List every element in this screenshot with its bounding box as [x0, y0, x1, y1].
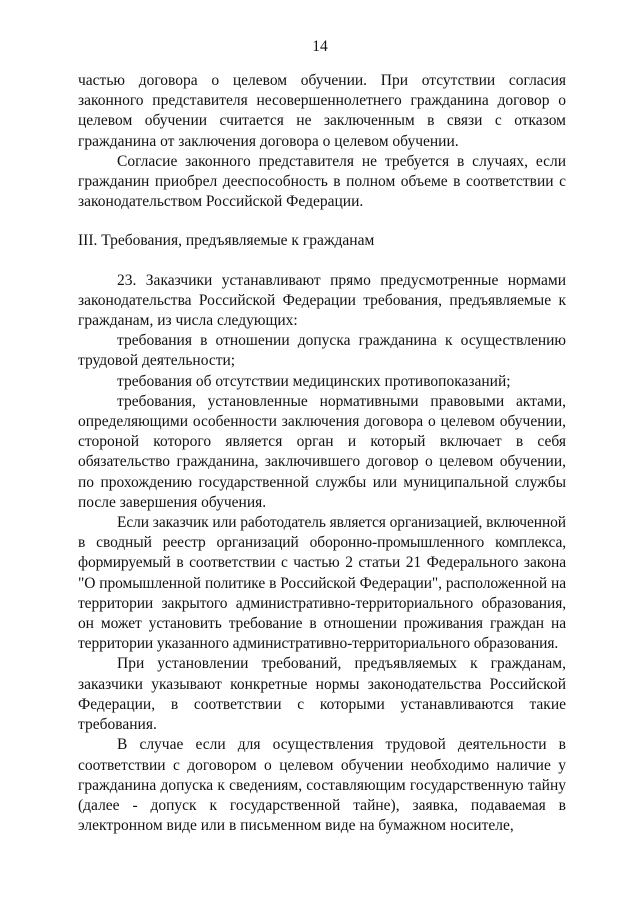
paragraph-requirement-admission: требования в отношении допуска гражданина к осуществлению трудовой деятельности; — [78, 332, 566, 370]
paragraph-item-23: 23. Заказчики устанавливают прямо предусмотренные нормами законодательства Российской Федерации требования, предъявляемые к гражданам, из числа следующих: — [78, 271, 566, 330]
paragraph-requirement-regulatory: требования, установленные нормативными правовыми актами, определяющими особенности заключения договора о целевом обучении, стороной которого является орган и который включает в себя обязательство гражданина, заключившего договор о целевом обучении, по прохождению государственной службы или муниципальной службы после завершения обучения. — [78, 392, 566, 511]
paragraph-legal-norms: При установлении требований, предъявляемых к гражданам, заказчики указывают конкретные нормы законодательства Российской Федерации, в соответствии с которыми устанавливаются такие требования. — [78, 655, 566, 734]
document-body — [78, 71, 566, 836]
paragraph-consent-continuation: частью договора о целевом обучении. При отсутствии согласия законного представителя несовершеннолетнего гражданина договор о целевом обучении считается не заключенным в связи с отказом гражданина от заключения договора о целевом обучении. — [78, 72, 566, 150]
paragraph-consent-not-required: Согласие законного представителя не требуется в случаях, если гражданин приобрел дееспособность в полном объеме в соответствии с законодательством Российской Федерации. — [78, 152, 566, 211]
paragraph-state-secret: В случае если для осуществления трудовой деятельности в соответствии с договором о целевом обучении необходимо наличие у гражданина допуска к сведениям, составляющим государственную тайну (далее - допуск к государственной тайне), заявка, подаваемая в электронном виде или в письменном виде на бумажном носителе, — [78, 736, 566, 835]
paragraph-requirement-medical: требования об отсутствии медицинских противопоказаний; — [117, 372, 511, 390]
paragraph-defense-industry: Если заказчик или работодатель является организацией, включенной в сводный реестр организаций оборонно-промышленного комплекса, формируемый в соответствии с частью 2 статьи 21 Федерального закона "О промышленной политике в Российской Федерации", расположенной на территории закрытого административно-территориального образования, он может установить требование в отношении проживания граждан на территории указанного административно-территориального образования. — [78, 514, 566, 653]
section-heading: III. Требования, предъявляемые к гражданам — [78, 232, 375, 250]
page-number: 14 — [312, 38, 328, 55]
